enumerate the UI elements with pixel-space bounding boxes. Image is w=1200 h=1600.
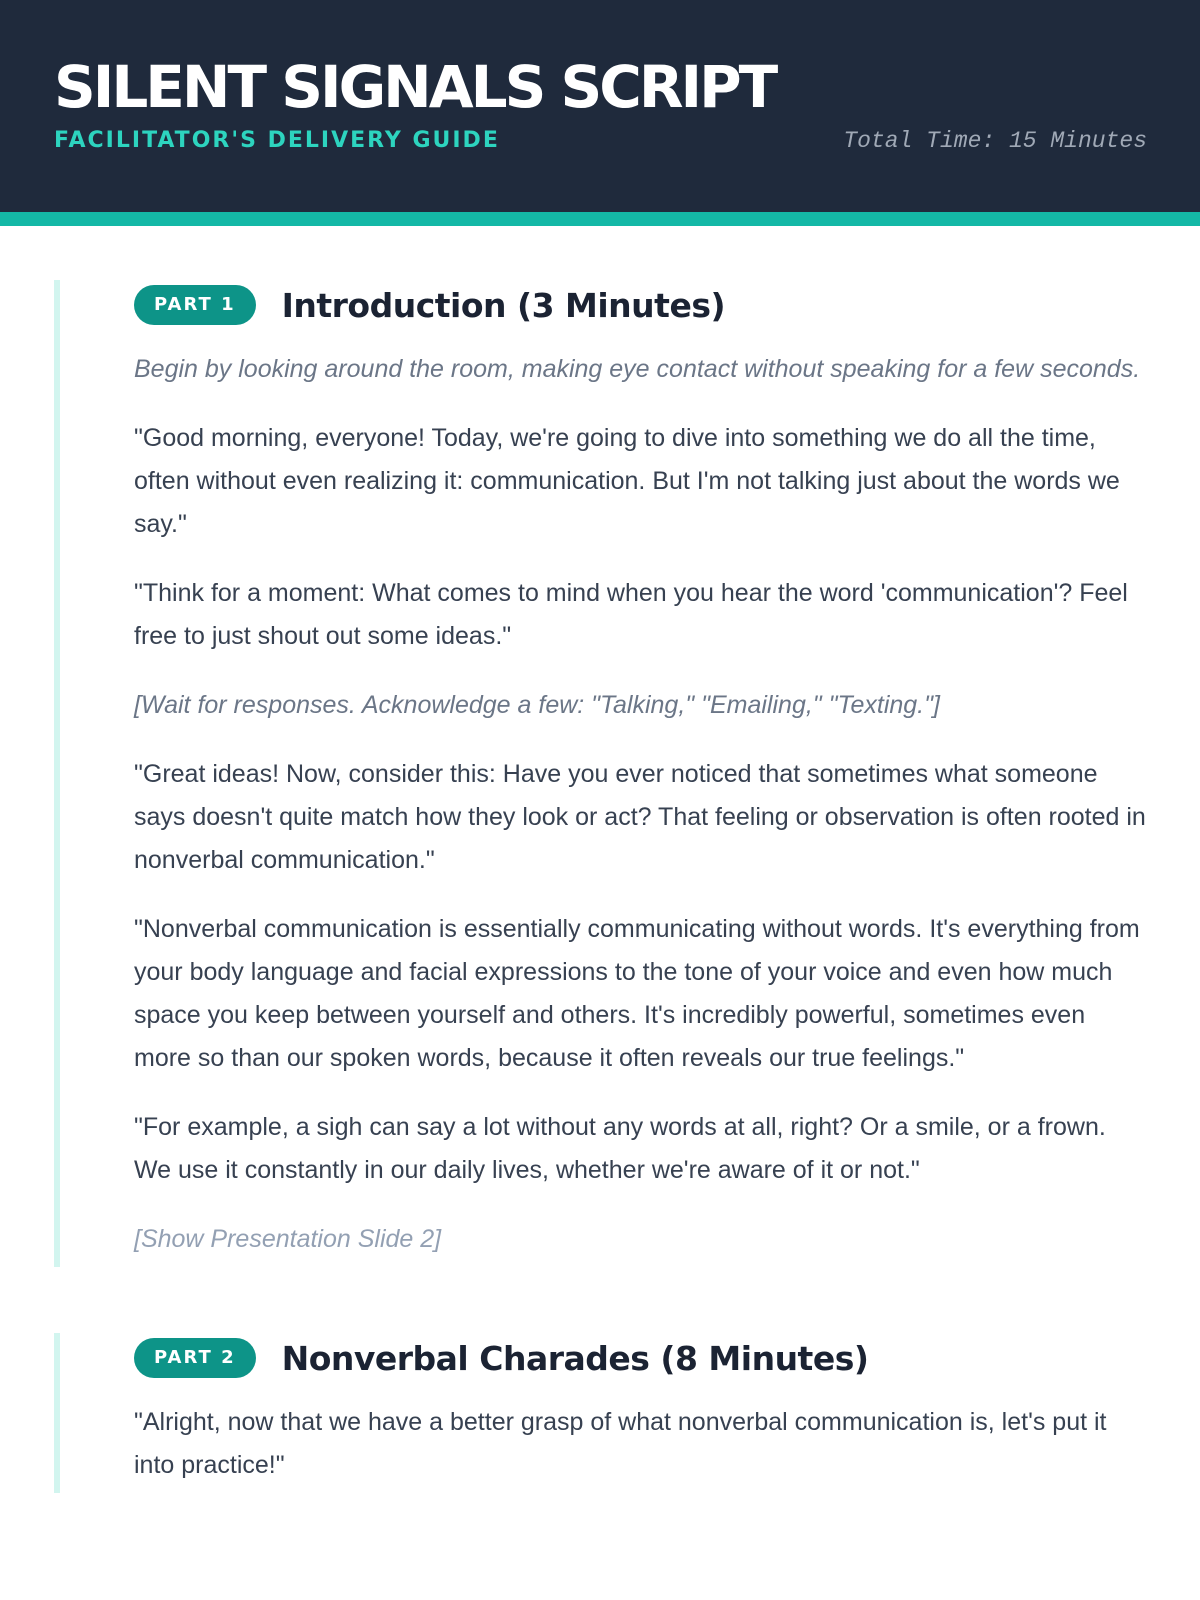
- script-content: [0, 226, 1200, 1493]
- spoken-line: "Good morning, everyone! Today, we're going to dive into something we do all the time, often without even realizing it: communication. But I'm not talking just about the words we say.": [134, 424, 1120, 538]
- page-title: SILENT SIGNALS SCRIPT: [54, 53, 776, 121]
- section-header: [134, 280, 1146, 330]
- stage-direction: [Wait for responses. Acknowledge a few: "Talking," "Emailing," "Texting."]: [134, 691, 940, 719]
- part-badge: PART 2: [134, 1338, 256, 1378]
- section-title: Nonverbal Charades (8 Minutes): [281, 1338, 869, 1378]
- section-part-2: [54, 1333, 1146, 1493]
- part-badge: PART 1: [134, 285, 256, 325]
- spoken-line: "For example, a sigh can say a lot without any words at all, right? Or a smile, or a frown. We use it constantly in our daily lives, whether we're aware of it or not.": [134, 1113, 1106, 1184]
- page-header: [0, 0, 1200, 226]
- spoken-line: "Great ideas! Now, consider this: Have you ever noticed that sometimes what someone says doesn't quite match how they look or act? That feeling or observation is often rooted in nonverbal communication.": [134, 760, 1146, 874]
- total-time-label: Total Time: 15 Minutes: [843, 128, 1147, 154]
- spoken-line: "Think for a moment: What comes to mind when you hear the word 'communication'? Feel free to just shout out some ideas.": [134, 579, 1128, 650]
- section-header: [134, 1333, 1146, 1383]
- section-title: Introduction (3 Minutes): [281, 285, 726, 325]
- page-subtitle: FACILITATOR'S DELIVERY GUIDE: [54, 128, 500, 153]
- slide-cue: [Show Presentation Slide 2]: [134, 1225, 442, 1253]
- section-part-1: [54, 280, 1146, 1267]
- spoken-line: "Nonverbal communication is essentially communicating without words. It's everything from your body language and facial expressions to the tone of your voice and even how much space you keep between yourself and others. It's incredibly powerful, sometimes even more so than our spoken words, because it often reveals our true feelings.": [134, 915, 1140, 1072]
- stage-direction: Begin by looking around the room, making eye contact without speaking for a few seconds.: [134, 355, 1141, 383]
- spoken-line: "Alright, now that we have a better grasp of what nonverbal communication is, let's put it into practice!": [134, 1408, 1107, 1479]
